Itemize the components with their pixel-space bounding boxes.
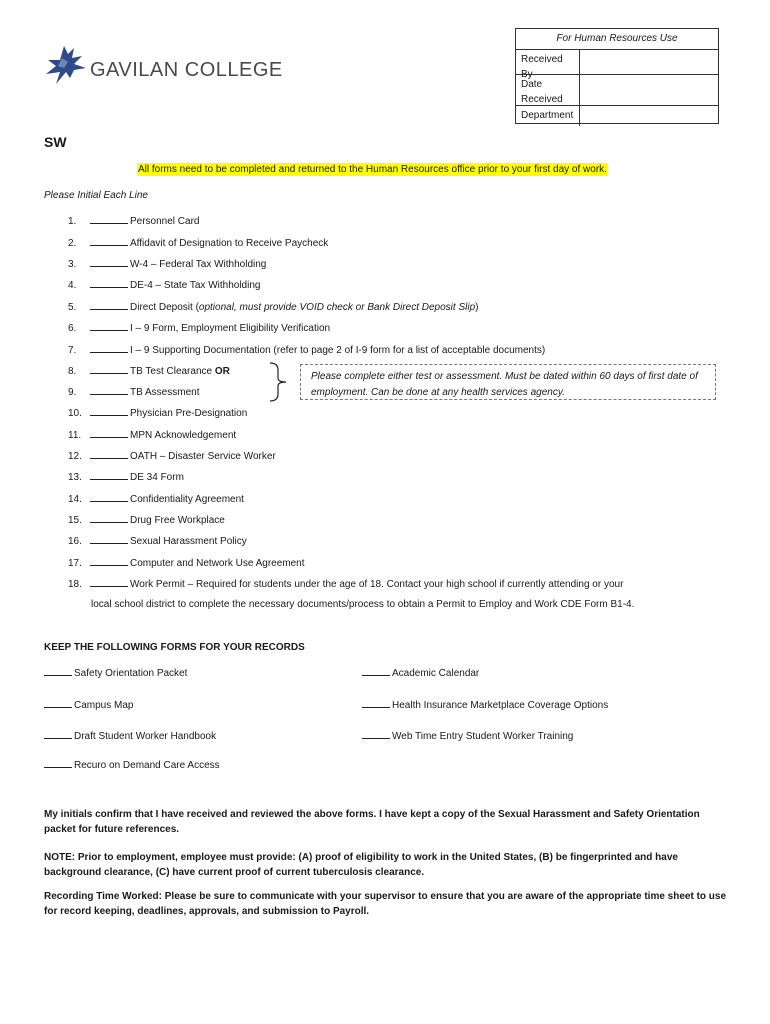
initial-blank[interactable] [90, 556, 128, 566]
initial-blank[interactable] [90, 577, 128, 587]
keep-item-label: Campus Map [74, 700, 134, 711]
keep-item-label: Web Time Entry Student Worker Training [392, 731, 574, 742]
keep-item [362, 729, 573, 742]
initial-blank[interactable] [90, 236, 128, 246]
item-label: I – 9 Supporting Documentation (refer to page 2 of I-9 form for a list of acceptable documents) [130, 345, 546, 356]
section-code: SW [44, 134, 67, 150]
item-label: Computer and Network Use Agreement [130, 558, 305, 569]
hr-row-date-received [516, 75, 718, 106]
item-label-bold: OR [214, 366, 230, 377]
item-number: 17. [68, 558, 82, 569]
keep-item [44, 698, 133, 711]
keep-item-label: Safety Orientation Packet [74, 668, 188, 679]
item-label: Physician Pre-Designation [130, 408, 248, 419]
check-blank[interactable] [362, 666, 390, 676]
notice-banner: All forms need to be completed and returned to the Human Resources office prior to your first day of work. [138, 164, 607, 175]
item-label: Drug Free Workplace [130, 515, 225, 526]
initial-blank[interactable] [90, 278, 128, 288]
initial-blank[interactable] [90, 321, 128, 331]
item-number: 8. [68, 366, 77, 377]
list-item [68, 214, 199, 229]
logo-text: GAVILAN COLLEGE [90, 58, 283, 81]
list-item [68, 513, 225, 528]
list-item [68, 492, 244, 507]
received-by-field[interactable] [580, 50, 718, 74]
recording-time-paragraph: Recording Time Worked: Please be sure to communicate with your supervisor to ensure that you are aware of the appropriate time sheet to use for record keeping, deadlines, approvals, and submission to Payroll. [44, 891, 727, 917]
check-blank[interactable] [362, 729, 390, 739]
initial-blank[interactable] [90, 470, 128, 480]
initial-blank[interactable] [90, 257, 128, 267]
tb-note-box: Please complete either test or assessment. Must be dated within 60 days of first date of employment. Can be done at any health services agency. [300, 364, 716, 400]
item-number: 12. [68, 451, 82, 462]
keep-item [44, 729, 216, 742]
list-item [68, 577, 623, 592]
item-label: I – 9 Form, Employment Eligibility Verification [130, 323, 331, 334]
item-label: Confidentiality Agreement [130, 494, 244, 505]
item-label: Sexual Harassment Policy [130, 536, 247, 547]
initial-blank[interactable] [90, 428, 128, 438]
item-number: 13. [68, 472, 82, 483]
hr-label: Received By [516, 50, 580, 74]
keep-item-label: Recuro on Demand Care Access [74, 760, 220, 771]
initial-blank[interactable] [90, 343, 128, 353]
initial-blank[interactable] [90, 449, 128, 459]
hr-row-department [516, 106, 718, 126]
list-item [68, 406, 247, 421]
right-brace-icon [268, 362, 290, 402]
hr-box-title: For Human Resources Use [516, 29, 718, 50]
list-item [68, 556, 305, 571]
item-label: MPN Acknowledgement [130, 430, 237, 441]
list-item [68, 364, 230, 379]
department-field[interactable] [580, 106, 718, 126]
list-item [68, 385, 199, 400]
initial-blank[interactable] [90, 406, 128, 416]
item-label: Personnel Card [130, 216, 200, 227]
initial-blank[interactable] [90, 534, 128, 544]
check-blank[interactable] [44, 758, 72, 768]
item-label: TB Assessment [130, 387, 200, 398]
initial-blank[interactable] [90, 385, 128, 395]
item-number: 4. [68, 280, 77, 291]
item-label: TB Test Clearance [130, 366, 215, 377]
item-label: W-4 – Federal Tax Withholding [130, 259, 267, 270]
item-label: OATH – Disaster Service Worker [130, 451, 276, 462]
item-18-continuation: local school district to complete the necessary documents/process to obtain a Permit to Employ and Work CDE Form B1-4. [91, 599, 635, 610]
item-label: Work Permit – Required for students under the age of 18. Contact your high school if currently attending or your [130, 579, 624, 590]
item-label: DE 34 Form [130, 472, 184, 483]
item-label: DE-4 – State Tax Withholding [130, 280, 261, 291]
item-number: 6. [68, 323, 77, 334]
list-item [68, 321, 330, 336]
item-number: 11. [68, 430, 82, 441]
item-number: 15. [68, 515, 82, 526]
check-blank[interactable] [44, 698, 72, 708]
list-item [68, 300, 478, 315]
acknowledgement-paragraph: My initials confirm that I have received and reviewed the above forms. I have kept a copy of the Sexual Harassment and Safety Orientation packet for future references. [44, 809, 700, 835]
hr-label: Date Received [516, 75, 580, 105]
list-item [68, 428, 236, 443]
keep-item [362, 666, 479, 679]
list-item [68, 343, 545, 358]
list-item [68, 257, 266, 272]
list-item [68, 236, 328, 251]
item-label: Affidavit of Designation to Receive Paycheck [130, 238, 329, 249]
college-logo [44, 44, 283, 88]
keep-item-label: Draft Student Worker Handbook [74, 731, 217, 742]
hr-label: Department [516, 106, 580, 126]
date-received-field[interactable] [580, 75, 718, 105]
item-number: 18. [68, 579, 82, 590]
check-blank[interactable] [44, 666, 72, 676]
item-number: 14. [68, 494, 82, 505]
item-number: 2. [68, 238, 77, 249]
keep-item [44, 666, 187, 679]
keep-forms-heading: KEEP THE FOLLOWING FORMS FOR YOUR RECORDS [44, 642, 305, 653]
list-item [68, 449, 276, 464]
list-item [68, 278, 260, 293]
item-number: 9. [68, 387, 77, 398]
initial-blank[interactable] [90, 364, 128, 374]
keep-item [362, 698, 608, 711]
item-label-end: ) [475, 302, 479, 313]
hr-use-box [515, 28, 719, 124]
initial-blank[interactable] [90, 492, 128, 502]
item-number: 10. [68, 408, 82, 419]
check-blank[interactable] [362, 698, 390, 708]
initial-blank[interactable] [90, 214, 128, 224]
list-item [68, 470, 184, 485]
item-label-italic: optional, must provide VOID check or Bank Direct Deposit Slip [198, 302, 476, 313]
item-number: 5. [68, 302, 77, 313]
hawk-logo-icon [44, 44, 88, 88]
keep-item-label: Health Insurance Marketplace Coverage Options [392, 700, 609, 711]
item-number: 3. [68, 259, 77, 270]
item-number: 1. [68, 216, 77, 227]
note-paragraph: NOTE: Prior to employment, employee must provide: (A) proof of eligibility to work in the United States, (B) be fingerprinted and have background clearance, (C) have current proof of current tuberculosis clearance. [44, 852, 678, 878]
keep-item-label: Academic Calendar [392, 668, 480, 679]
instruction-text: Please Initial Each Line [44, 190, 148, 201]
item-number: 7. [68, 345, 77, 356]
initial-blank[interactable] [90, 513, 128, 523]
list-item [68, 534, 247, 549]
item-label: Direct Deposit ( [130, 302, 199, 313]
initial-blank[interactable] [90, 300, 128, 310]
hr-row-received-by [516, 50, 718, 80]
check-blank[interactable] [44, 729, 72, 739]
keep-item [44, 758, 220, 771]
item-number: 16. [68, 536, 82, 547]
